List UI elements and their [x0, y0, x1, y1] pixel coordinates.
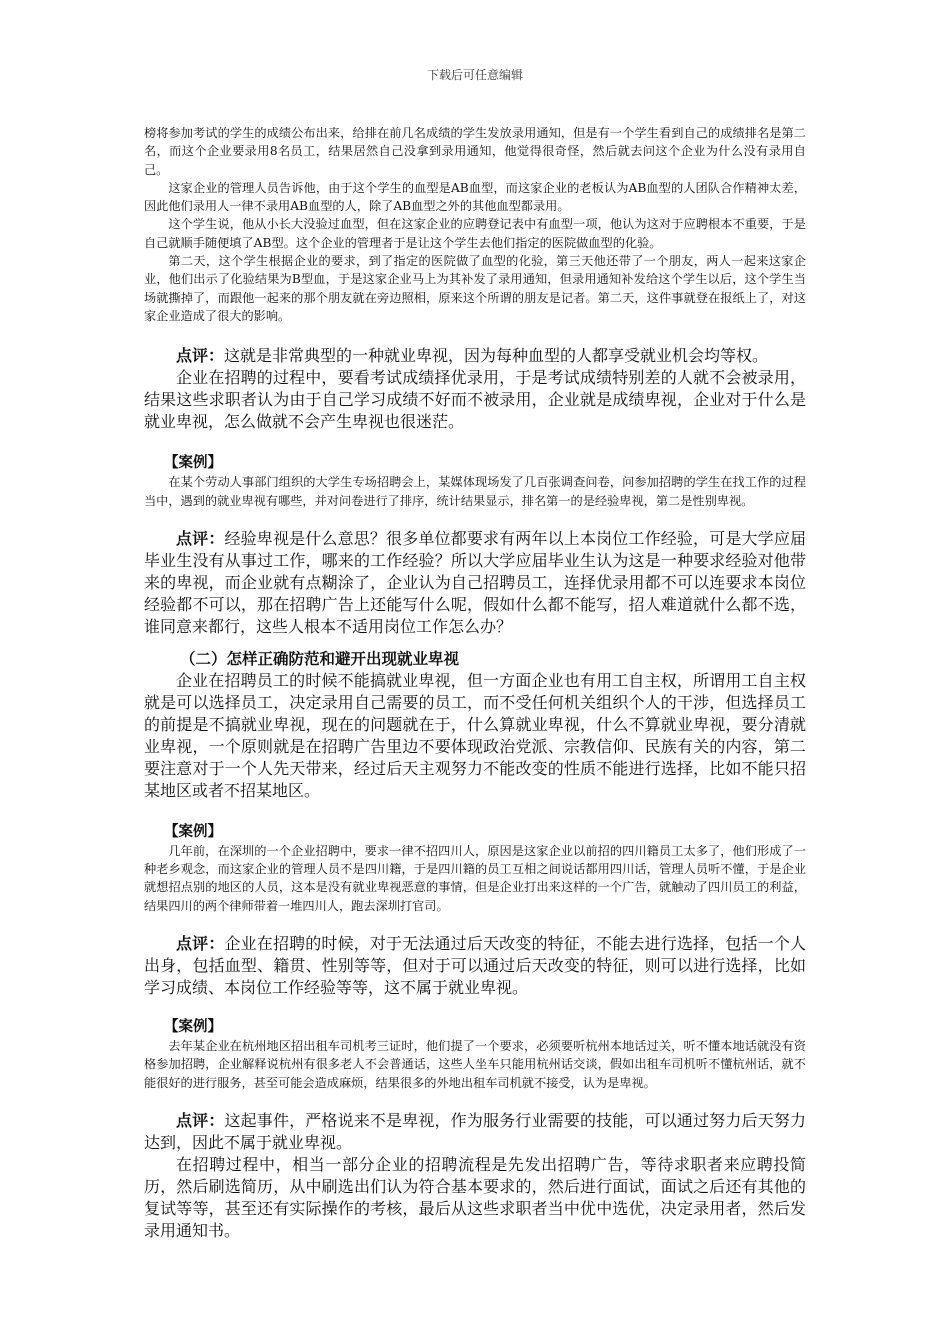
paragraph-2: 这家企业的管理人员告诉他，由于这个学生的血型是AB血型，而这家企业的老板认为AB血型的人团队合作精神太差，因此他们录用人一律不录用AB血型的人，除了AB血型之外的其他血型都录用。	[144, 180, 806, 214]
comment-label: 点评：	[176, 528, 225, 548]
case-text-3: 去年某企业在杭州地区招出租车司机考三证时，他们提了一个要求，必须要听杭州本地话过关，听不懂本地话就没有资格参加招聘，企业解释说杭州有很多老人不会普通话，这些人坐车只能用杭州话交谈，假如出租车司机听不懂杭州话，就不能很好的进行服务，甚至可能会造成麻烦，结果很多的外地出租车司机就不接受，认为是卑视。	[144, 1039, 806, 1090]
comment-text: 企业在招聘的时候，对于无法通过后天改变的特征，不能去进行选择，包括一个人出身，包括血型、籍贯、性别等等，但对于可以通过后天改变的特征，则可以进行选择，比如学习成绩、本岗位工作经验等等，这不属于就业卑视。	[144, 934, 806, 998]
comment-2	[144, 528, 806, 638]
comment-text: 这起事件，严格说来不是卑视，作为服务行业需要的技能，可以通过努力后天努力达到，因此不属于就业卑视。	[144, 1110, 806, 1152]
comment-label: 点评：	[176, 934, 225, 954]
comment-label: 点评：	[176, 346, 225, 366]
case-heading-1: 【案例】	[164, 455, 222, 472]
page-header: 下载后可任意编辑	[426, 68, 523, 82]
case-text-2: 几年前，在深圳的一个企业招聘中，要求一律不招四川人，原因是这家企业以前招的四川籍员工太多了，他们形成了一种老乡观念，而这家企业的管理人员不是四川籍，于是四川籍的员工互相之间说话都用四川话，管理人员听不懂，于是企业就想招点别的地区的人员，这本是没有就业卑视恶意的事情，但是企业打出来这样的一个广告，就触动了四川员工的利益，结果四川的两个律师带着一堆四川人，跑去深圳打官司。	[144, 843, 806, 913]
paragraph-7: 在招聘过程中，相当一部分企业的招聘流程是先发出招聘广告，等待求职者来应聘投简历，然后刷选简历，从中刷选出们认为符合基本要求的，然后进行面试，面试之后还有其他的复试等等，甚至还有实际操作的考核，最后从这些求职者当中优中选优，决定录用者，然后发录用通知书。	[144, 1154, 806, 1240]
comment-3	[144, 933, 806, 999]
comment-label: 点评：	[176, 1110, 225, 1130]
paragraph-1: 榜将参加考试的学生的成绩公布出来，给排在前几名成绩的学生发放录用通知，但是有一个学生看到自己的成绩排名是第二名，而这个企业要录用8名员工，结果居然自己没拿到录用通知，他觉得很奇怪，然后就去问这个企业为什么没有录用自己。	[144, 126, 806, 177]
comment-text: 这就是非常典型的一种就业卑视，因为每种血型的人都享受就业机会均等权。	[224, 346, 769, 366]
case-heading-2: 【案例】	[164, 823, 222, 840]
comment-4	[144, 1110, 806, 1154]
document-body	[144, 124, 806, 1242]
case-heading-3: 【案例】	[164, 1019, 222, 1036]
paragraph-5: 企业在招聘的过程中，要看考试成绩择优录用，于是考试成绩特别差的人就不会被录用，结果这些求职者认为由于自己学习成绩不好而不被录用，企业就是成绩卑视，企业对于什么是就业卑视，怎么做就不会产生卑视也很迷茫。	[144, 368, 806, 432]
paragraph-6: 企业在招聘员工的时候不能搞就业卑视，但一方面企业也有用工自主权，所谓用工自主权就是可以选择员工，决定录用自己需要的员工，而不受任何机关组织个人的干涉，但选择员工的前提是不搞就业卑视，现在的问题就在于，什么算就业卑视，什么不算就业卑视，要分清就业卑视，一个原则就是在招聘广告里边不要体现政治党派、宗教信仰、民族有关的内容，第二要注意对于一个人先天带来，经过后天主观努力不能改变的性质不能进行选择，比如不能只招某地区或者不招某地区。	[144, 670, 806, 800]
paragraph-3: 这个学生说，他从小长大没验过血型，但在这家企业的应聘登记表中有血型一项，他认为这对于应聘根本不重要，于是自己就顺手随便填了AB型。这个企业的管理者于是让这个学生去他们指定的医院做血型的化验。	[144, 217, 806, 250]
case-text-1: 在某个劳动人事部门组织的大学生专场招聘会上，某媒体现场发了几百张调查问卷，问参加招聘的学生在找工作的过程当中，遇到的就业卑视有哪些，并对问卷进行了排序，统计结果显示，排名第一的是经验卑视，第二是性别卑视。	[144, 475, 806, 508]
section-heading: （二）怎样正确防范和避开出现就业卑视	[180, 649, 460, 668]
comment-1	[144, 345, 806, 367]
paragraph-4: 第二天，这个学生根据企业的要求，到了指定的医院做了血型的化验，第三天他还带了一个朋友，两人一起来这家企业，他们出示了化验结果为B型血，于是这家企业马上为其补发了录用通知，但录用通知补发给这个学生以后，这个学生当场就撕掉了，而跟他一起来的那个朋友就在旁边照相，原来这个所谓的朋友是记者。第二天，这件事就登在报纸上了，对这家企业造成了很大的影响。	[144, 254, 806, 323]
comment-text: 经验卑视是什么意思？很多单位都要求有两年以上本岗位工作经验，可是大学应届毕业生没有从事过工作，哪来的工作经验？所以大学应届毕业生认为这是一种要求经验对他带来的卑视，而企业就有点糊涂了，企业认为自己招聘员工，连择优录用都不可以连要求本岗位经验都不可以，那在招聘广告上还能写什么呢，假如什么都不能写，招人难道就什么都不选，谁同意来都行，这些人根本不适用岗位工作怎么办？	[144, 528, 806, 636]
